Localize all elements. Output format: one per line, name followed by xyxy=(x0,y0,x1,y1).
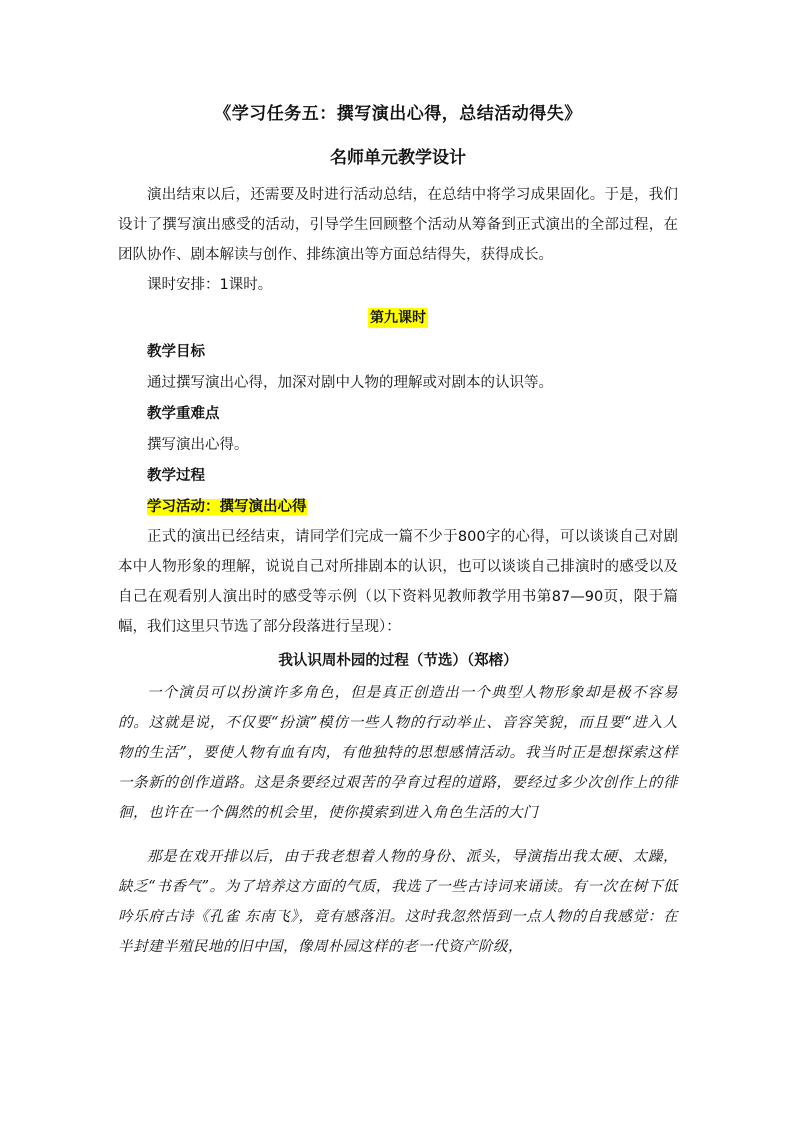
schedule-text: 课时安排：1课时。 xyxy=(147,277,273,293)
difficulty-text: 撰写演出心得。 xyxy=(147,437,249,453)
document-content xyxy=(118,100,678,962)
document-title: 《学习任务五：撰写演出心得，总结活动得失》 xyxy=(214,104,582,124)
intro-paragraph: 演出结束以后，还需要及时进行活动总结，在总结中将学习成果固化。于是，我们设计了撰写演出感受的活动，引导学生回顾整个活动从筹备到正式演出的全部过程，在团队协作、剧本解读与创作、排练演出等方面总结得失，获得成长。 xyxy=(118,187,678,263)
activity-paragraph: 正式的演出已经结束，请同学们完成一篇不少于800字的心得，可以谈谈自己对剧本中人物形象的理解，说说自己对所排剧本的认识，也可以谈谈自己排演时的感受以及自己在观看别人演出时的感受等示例（以下资料见教师教学用书第87—90页，限于篇幅，我们这里只节选了部分段落进行呈现）： xyxy=(118,529,678,635)
paragraph-spacer xyxy=(118,828,678,842)
excerpt-title: 我认识周朴园的过程（节选）（郑榕） xyxy=(278,653,518,669)
lesson-label-row xyxy=(118,304,678,330)
activity-heading-text: 学习活动：撰写演出心得 xyxy=(147,499,307,515)
process-heading: 教学过程 xyxy=(147,468,205,484)
goal-text: 通过撰写演出心得，加深对剧中人物的理解或对剧本的认识等。 xyxy=(147,375,553,391)
document-subtitle: 名师单元教学设计 xyxy=(330,148,466,168)
quote-paragraph-1: 一个演员可以扮演许多角色，但是真正创造出一个典型人物形象却是极不容易的。这就是说，不仅要“扮演”模仿一些人物的行动举止、音容笑貌，而且要“进入人物的生活”，要使人物有血有肉，有他独特的思想感情活动。我当时正是想探索这样一条新的创作道路。这是条要经过艰苦的孕育过程的道路，要经过多少次创作上的徘徊，也许在一个偶然的机会里，使你摸索到进入角色生活的大门 xyxy=(118,685,678,821)
quote-paragraph-2: 那是在戏开排以后，由于我老想着人物的身份、派头，导演指出我太硬、太躁，缺乏“书香气”。为了培养这方面的气质，我选了一些古诗词来诵读。有一次在树下低吟乐府古诗《孔雀 东南飞》，竟有感落泪。这时我忽然悟到一点人物的自我感觉：在半封建半殖民地的旧中国，像周朴园这样的老一代资产阶级， xyxy=(118,849,678,955)
goal-heading: 教学目标 xyxy=(147,344,205,360)
activity-heading xyxy=(118,492,678,522)
lesson-label: 第九课时 xyxy=(370,310,426,326)
difficulty-heading: 教学重难点 xyxy=(147,406,220,422)
